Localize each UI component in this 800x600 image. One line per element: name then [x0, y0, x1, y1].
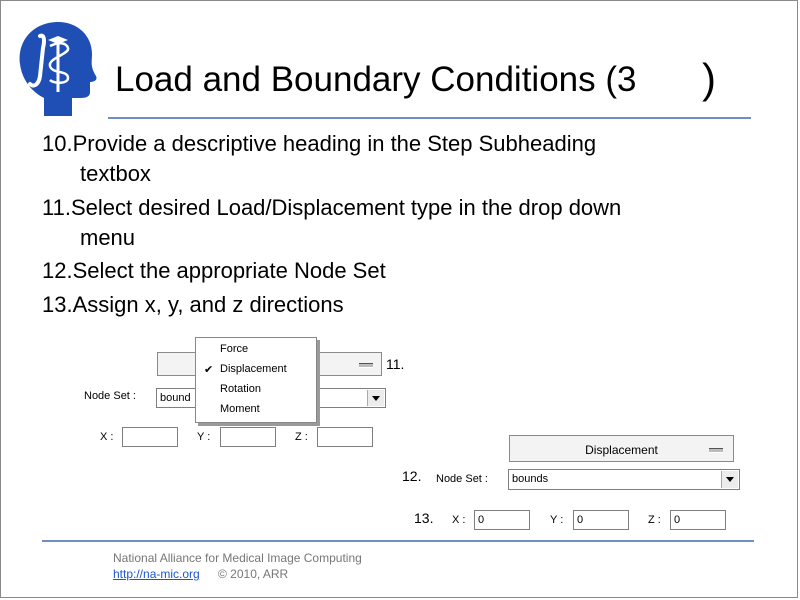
- list-item: [42, 193, 682, 253]
- y-label-right: Y :: [550, 514, 564, 526]
- item-continuation: textbox: [80, 161, 151, 186]
- checkmark-icon: ✔: [204, 364, 214, 376]
- load-type-menu: [195, 337, 317, 423]
- x-field[interactable]: [122, 427, 178, 447]
- item-continuation: menu: [80, 225, 136, 250]
- footer-copyright: © 2010, ARR: [218, 567, 289, 581]
- dropdown-button-right[interactable]: [721, 471, 738, 488]
- load-type-value: Displacement: [585, 443, 658, 457]
- na-mic-logo-icon: [14, 18, 98, 118]
- select-handle-icon: [359, 363, 373, 368]
- menu-item-force[interactable]: Force: [220, 343, 249, 355]
- node-set-label-right: Node Set :: [436, 473, 488, 485]
- list-item: [42, 129, 682, 189]
- x-label: X :: [100, 431, 114, 443]
- node-set-value-right: bounds: [512, 473, 549, 485]
- footer-divider: [42, 540, 754, 542]
- node-set-label: Node Set :: [84, 390, 136, 402]
- node-set-value: bound: [160, 392, 191, 404]
- chevron-down-icon: [372, 396, 380, 401]
- item-number: 10.: [42, 131, 73, 156]
- item-number: 13.: [42, 292, 73, 317]
- item-text: Select desired Load/Displacement type in the drop down: [70, 195, 622, 220]
- title-divider: [108, 117, 751, 119]
- callout-11: 11.: [386, 356, 405, 372]
- callout-13: 13.: [414, 510, 434, 526]
- load-type-select-right[interactable]: [509, 435, 734, 462]
- footer-link[interactable]: http://na-mic.org: [113, 567, 200, 581]
- item-text: Assign x, y, and z directions: [72, 292, 344, 317]
- callout-12: 12.: [402, 468, 422, 484]
- x-value: 0: [478, 514, 485, 526]
- y-value: 0: [577, 514, 584, 526]
- chevron-down-icon: [726, 477, 734, 482]
- z-field-right[interactable]: [670, 510, 726, 530]
- y-field-right[interactable]: [573, 510, 629, 530]
- y-label: Y :: [197, 431, 211, 443]
- node-set-select-right[interactable]: [508, 469, 740, 490]
- menu-item-displacement[interactable]: Displacement: [220, 363, 287, 375]
- z-label: Z :: [295, 431, 308, 443]
- slide-title: Load and Boundary Conditions (3: [115, 60, 637, 99]
- x-field-right[interactable]: [474, 510, 530, 530]
- z-field[interactable]: [317, 427, 373, 447]
- slide-title-paren: ): [702, 55, 716, 102]
- menu-item-moment[interactable]: Moment: [220, 403, 260, 415]
- item-number: 11.: [42, 195, 71, 220]
- dropdown-button[interactable]: [367, 390, 384, 406]
- item-number: 12.: [42, 258, 73, 283]
- z-value: 0: [674, 514, 681, 526]
- z-label-right: Z :: [648, 514, 661, 526]
- item-text: Select the appropriate Node Set: [72, 258, 386, 283]
- list-item: [42, 256, 682, 286]
- list-item: [42, 290, 682, 320]
- menu-item-rotation[interactable]: Rotation: [220, 383, 261, 395]
- x-label-right: X :: [452, 514, 466, 526]
- select-handle-icon: [709, 448, 723, 453]
- footer-org: National Alliance for Medical Image Computing: [113, 551, 362, 565]
- y-field[interactable]: [220, 427, 276, 447]
- item-text: Provide a descriptive heading in the Step Subheading: [72, 131, 597, 156]
